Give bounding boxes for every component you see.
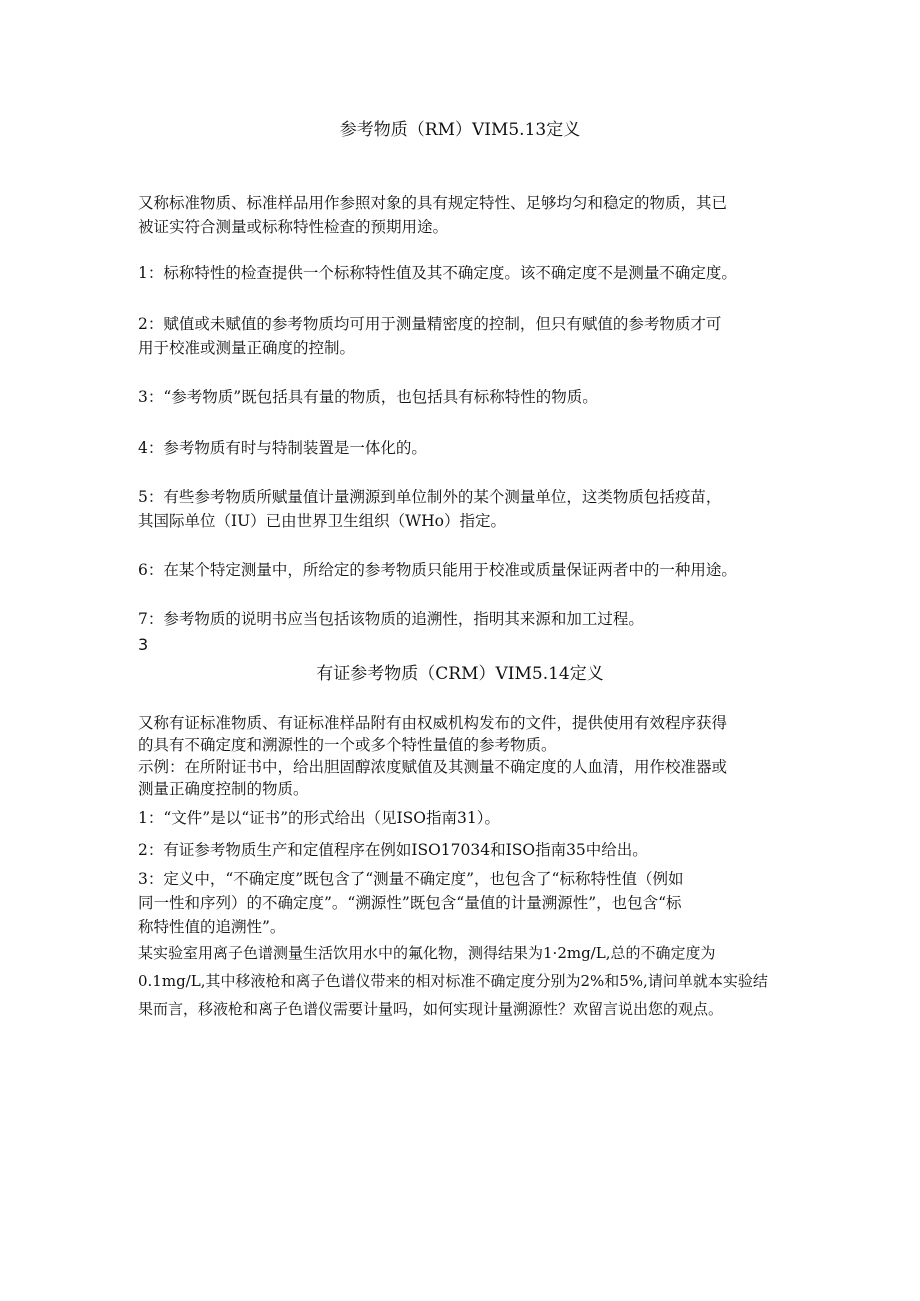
section1-note-7	[138, 607, 798, 631]
text-line: 测量正确度控制的物质。	[138, 780, 309, 798]
section1-note-3	[138, 385, 798, 409]
text-line: 0.1mg/L,其中移液枪和离子色谱仪带来的相对标准不确定度分别为2%和5%,请问单就本实验结	[138, 972, 768, 990]
section2-note-3	[138, 867, 798, 939]
text-line: 示例：在所附证书中，给出胆固醇浓度赋值及其测量不确定度的人血清，用作校准器或	[138, 758, 728, 776]
text-line: 5：有些参考物质所赋量值计量溯源到单位制外的某个测量单位，这类物质包括疫苗，	[138, 488, 722, 506]
section2-intro	[138, 712, 798, 756]
text-line: 被证实符合测量或标称特性检查的预期用途。	[138, 218, 449, 236]
section1-title: 参考物质（RM）VIM5.13定义	[339, 120, 581, 140]
text-line: 6：在某个特定测量中，所给定的参考物质只能用于校准或质量保证两者中的一种用途。	[138, 561, 737, 579]
section1-note-2	[138, 312, 798, 360]
section2-note-2	[138, 838, 798, 862]
text-line: 果而言，移液枪和离子色谱仪需要计量吗，如何实现计量溯源性？欢留言说出您的观点。	[138, 1000, 724, 1018]
text-line: 又称标准物质、标准样品用作参照对象的具有规定特性、足够均匀和稳定的物质，其已	[138, 194, 728, 212]
text-line: 2：有证参考物质生产和定值程序在例如ISO17034和ISO指南35中给出。	[138, 841, 648, 859]
text-line: 称特性值的追溯性”。	[138, 918, 286, 936]
section1-note-6	[138, 558, 798, 582]
section1-note-4	[138, 436, 798, 460]
text-line: 的具有不确定度和溯源性的一个或多个特性量值的参考物质。	[138, 736, 557, 754]
section2-title: 有证参考物质（CRM）VIM5.14定义	[316, 664, 604, 684]
text-line: 1：标称特性的检查提供一个标称特性值及其不确定度。该不确定度不是测量不确定度。	[138, 264, 737, 282]
text-line: 7：参考物质的说明书应当包括该物质的追溯性，指明其来源和加工过程。	[138, 610, 644, 628]
text-line: 某实验室用离子色谱测量生活饮用水中的氟化物，测得结果为1·2mg/L,总的不确定度为	[138, 944, 716, 962]
text-line: 1：“文件”是以“证书”的形式给出（见ISO指南31）。	[138, 809, 500, 827]
text-line: 又称有证标准物质、有证标准样品附有由权威机构发布的文件，提供使用有效程序获得	[138, 714, 728, 732]
text-line: 用于校准或测量正确度的控制。	[138, 339, 356, 357]
text-line: 同一性和序列）的不确定度”。“溯源性”既包含“量值的计量溯源性”，也包含“标	[138, 894, 682, 912]
section-number: 3	[138, 635, 149, 654]
section2-question	[138, 939, 798, 1023]
section1-note-5	[138, 485, 798, 533]
text-line: 其国际单位（IU）已由世界卫生组织（WHo）指定。	[138, 512, 506, 530]
text-line: 2：赋值或未赋值的参考物质均可用于测量精密度的控制，但只有赋值的参考物质才可	[138, 315, 722, 333]
text-line: 3：“参考物质”既包括具有量的物质，也包括具有标称特性的物质。	[138, 388, 598, 406]
section2-example	[138, 756, 798, 800]
section2-note-1	[138, 806, 798, 830]
section1-note-1	[138, 261, 798, 285]
text-line: 3：定义中，“不确定度”既包含了“测量不确定度”，也包含了“标称特性值（例如	[138, 870, 684, 888]
text-line: 4：参考物质有时与特制装置是一体化的。	[138, 439, 427, 457]
section1-intro	[138, 191, 798, 239]
